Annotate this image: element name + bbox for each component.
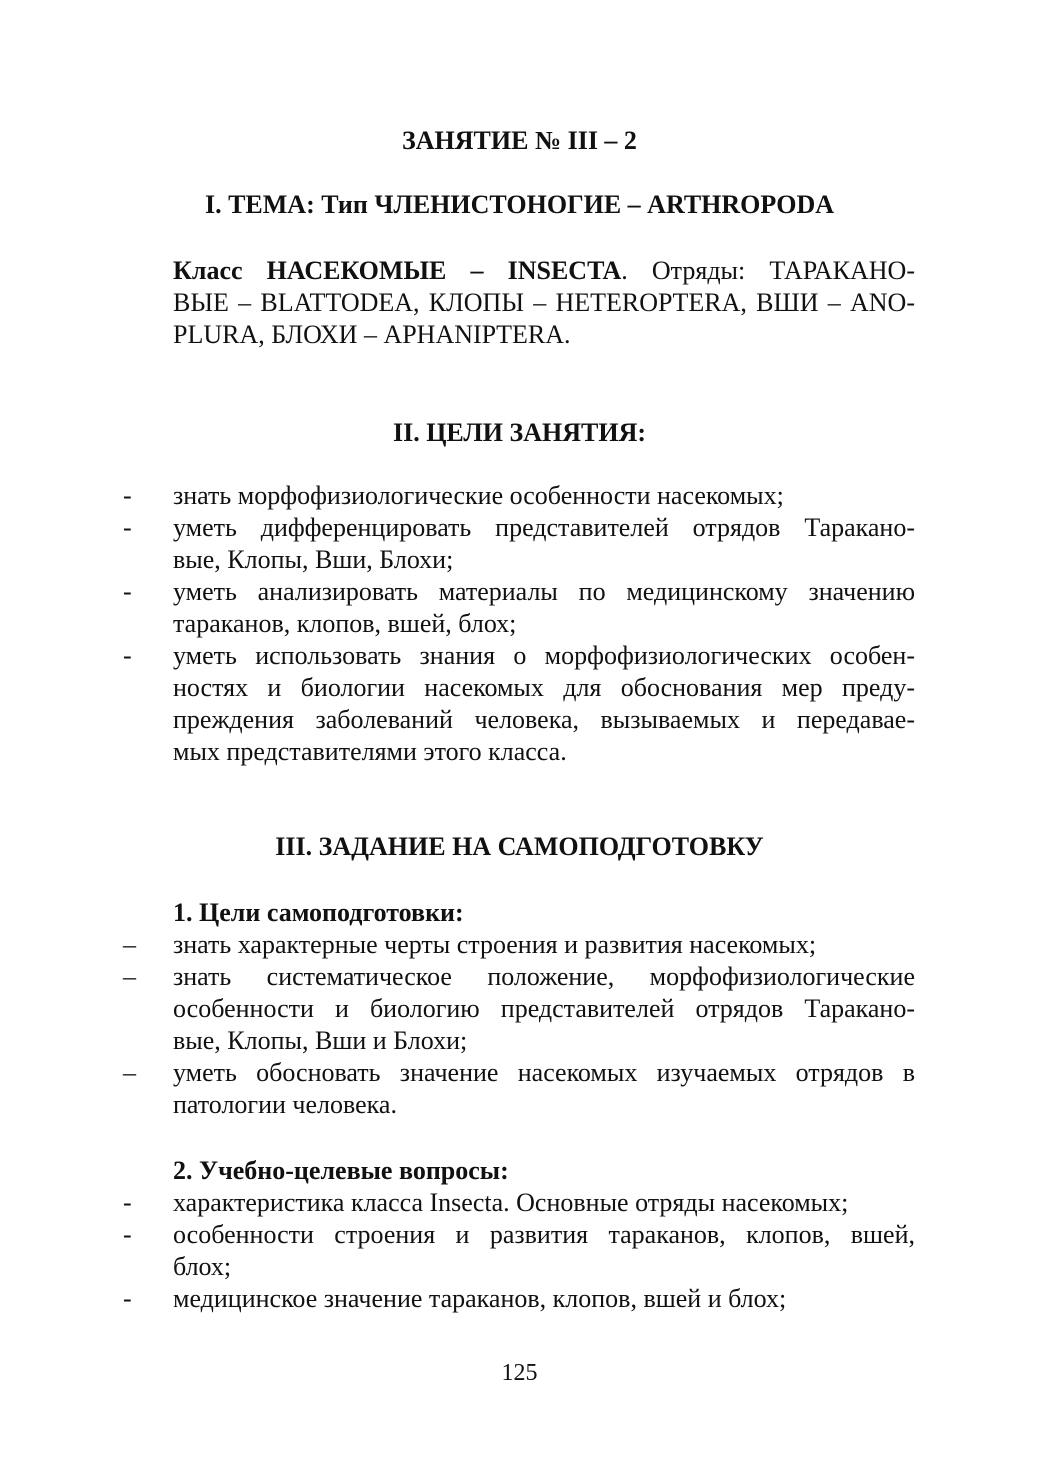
goals-list bbox=[123, 480, 915, 768]
list-item: – знать характерные черты строения и развития насекомых; bbox=[123, 930, 817, 959]
topic-heading: I. ТЕМА: Тип ЧЛЕНИСТОНОГИЕ – ARTHROPODA bbox=[204, 190, 835, 219]
questions-list bbox=[123, 1187, 915, 1315]
class-name: Класс НАСЕКОМЫЕ – INSECTA bbox=[173, 256, 622, 285]
list-item: - характеристика класса Insecta. Основные отряды насекомых; bbox=[123, 1188, 849, 1217]
class-description-line-1 bbox=[123, 255, 915, 287]
list-dash: – bbox=[123, 930, 136, 959]
list-dash: - bbox=[123, 1220, 132, 1249]
page-number: 125 bbox=[501, 1360, 538, 1386]
list-dash: - bbox=[123, 1188, 132, 1217]
list-dash: - bbox=[123, 513, 132, 542]
list-item: - медицинское значение тараканов, клопов, вшей и блох; bbox=[123, 1284, 787, 1313]
list-dash: - bbox=[123, 1284, 132, 1313]
list-item: - уметь анализировать материалы по медицинскому значению тараканов, клопов, вшей, блох; bbox=[123, 577, 915, 638]
list-item: - особенности строения и развития тараканов, клопов, вшей, блох; bbox=[123, 1220, 915, 1281]
list-dash: - bbox=[123, 577, 132, 606]
class-description-line-2: ВЫЕ – BLATTODEA, КЛОПЫ – HETEROPTERA, ВШИ – ANO- bbox=[173, 288, 915, 317]
list-item: - знать морфофизиологические особенности насекомых; bbox=[123, 481, 784, 510]
class-orders: . Отряды: ТАРАКАНО- bbox=[621, 256, 915, 285]
list-item: – знать систематическое положение, морфофизиологические особенности и биологию представителей отрядов Таракано- вые, Клопы, Вши и Блохи; bbox=[123, 962, 915, 1055]
questions-heading: 2. Учебно-целевые вопросы: bbox=[173, 1156, 509, 1185]
goals-heading: II. ЦЕЛИ ЗАНЯТИЯ: bbox=[392, 418, 647, 447]
task-heading: III. ЗАДАНИЕ НА САМОПОДГОТОВКУ bbox=[275, 832, 764, 861]
list-dash: - bbox=[123, 641, 132, 670]
self-study-goals-heading: 1. Цели самоподготовки: bbox=[173, 898, 464, 927]
list-dash: – bbox=[123, 962, 136, 991]
list-dash: - bbox=[123, 481, 132, 510]
list-item: – уметь обосновать значение насекомых изучаемых отрядов в патологии человека. bbox=[123, 1058, 915, 1119]
self-study-goals-list bbox=[123, 929, 915, 1121]
list-dash: – bbox=[123, 1058, 136, 1087]
class-description-line-3: PLURA, БЛОХИ – APHANIPTERA. bbox=[173, 320, 571, 349]
lesson-title: ЗАНЯТИЕ № III – 2 bbox=[402, 126, 637, 155]
list-item: - уметь использовать знания о морфофизиологических особен- ностях и биологии насекомых для обоснования мер преду- преждения заболеваний человека, вызываемых и передавае- мых представителями этого класса. bbox=[123, 641, 915, 766]
class-description bbox=[123, 255, 915, 351]
list-item: - уметь дифференцировать представителей отрядов Таракано- вые, Клопы, Вши, Блохи; bbox=[123, 513, 915, 574]
